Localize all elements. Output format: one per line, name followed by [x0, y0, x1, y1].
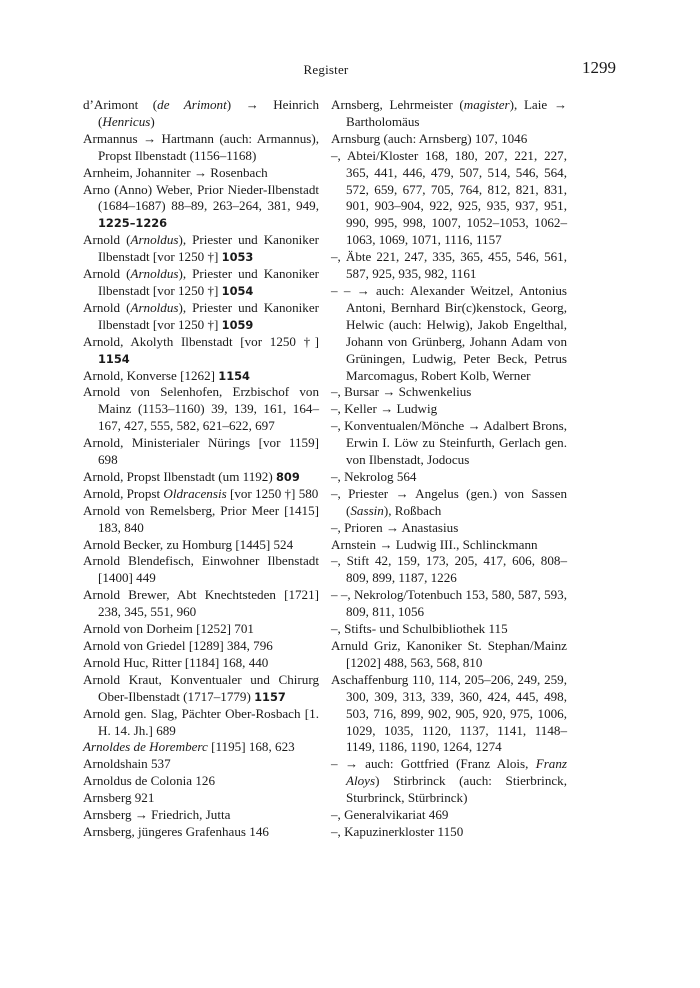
entry-text: – → auch: Gottfried (Franz Alois, — [331, 756, 536, 772]
index-entry — [331, 283, 567, 384]
entry-text: –, Prioren → Anastasius — [331, 519, 459, 535]
bold-page-ref: 1225–1226 — [98, 216, 168, 231]
entry-text: Arnold von Griedel [1289] 384, 796 — [83, 638, 273, 653]
bold-page-ref: 1157 — [254, 689, 286, 704]
bold-page-ref: 809 — [276, 469, 300, 484]
entry-text: [1195] 168, 623 — [207, 739, 295, 755]
entry-text: –, Konventualen/Mönche → Adalbert Brons, Erwin I. Löw zu Steinfurth, Gerlach gen. von Ilbenstadt, Jodocus — [331, 418, 567, 468]
index-entry — [331, 469, 567, 486]
index-entry — [83, 469, 319, 486]
entry-text: Arnold von Remelsberg, Prior Meer [1415] 183, 840 — [83, 502, 319, 535]
entry-text: ), Priester und Kanoniker Ilbenstadt [vor 1250 †] — [98, 299, 319, 332]
bold-page-ref: 1154 — [218, 368, 250, 383]
index-entry — [83, 503, 319, 537]
entry-text: Aschaffenburg 110, 114, 205–206, 249, 259, 300, 309, 313, 339, 360, 424, 445, 498, 503, 716, 899, 902, 905, 920, 975, 1006, 1029, 1035, 1120, 1137, 1141, 1148–1149, 1186, 1190, 1264, 1274 — [331, 671, 567, 755]
italic-text: magister — [463, 97, 510, 112]
entry-text: Arnold Kraut, Konventualer und Chirurg Ober-Ilbenstadt (1717–1779) — [83, 671, 319, 704]
entry-text: –, Stifts- und Schulbibliothek 115 — [331, 621, 508, 637]
entry-text: – – → auch: Alexander Weitzel, Antonius Antoni, Bernhard Bir(c)kenstock, Georg, Helwic (auch: Helwig), Jakob Engelthal, Johann von Grünberg, Johann Adam von Grüningen, Ludwig, Peter Beck, Petrus Marcomagus, Robert Kolb, Werner — [331, 282, 567, 383]
index-entry — [331, 520, 567, 537]
italic-text: Oldracensis — [163, 485, 227, 501]
index-entry — [83, 384, 319, 435]
index-entry — [331, 553, 567, 587]
index-entry — [83, 807, 319, 824]
entry-text: Arnold von Dorheim [1252] 701 — [83, 621, 254, 637]
entry-text: –, Nekrolog 564 — [331, 468, 417, 484]
entry-text: ), Priester und Kanoniker Ilbenstadt [vor 1250 †] — [98, 232, 319, 265]
page-number: 1299 — [582, 58, 616, 77]
index-entry — [83, 621, 319, 638]
index-entry — [331, 384, 567, 401]
index-entry — [83, 97, 319, 131]
entry-text: Arnuld Griz, Kanoniker St. Stephan/Mainz [1202] 488, 563, 568, 810 — [331, 638, 567, 670]
index-column-left — [83, 97, 319, 841]
entry-text: Arnold ( — [83, 266, 131, 282]
index-entry — [83, 638, 319, 655]
entry-text: –, Stift 42, 159, 173, 205, 417, 606, 808–809, 899, 1187, 1226 — [331, 553, 567, 586]
entry-text: ) → Heinrich ( — [98, 97, 319, 129]
entry-text: –, Priester → Angelus (gen.) von Sassen ( — [331, 485, 567, 518]
entry-text: Arnold, Ministerialer Nürings [vor 1159] 698 — [83, 435, 319, 468]
italic-text: Arnoldus — [130, 232, 179, 248]
index-entry — [331, 401, 567, 418]
index-entry — [331, 638, 567, 672]
index-entry — [83, 739, 319, 756]
bold-page-ref: 1059 — [221, 317, 254, 332]
entry-text: Arnold gen. Slag, Pächter Ober-Rosbach [1. H. 14. Jh.] 689 — [83, 705, 319, 738]
entry-text: Arnoldshain 537 — [83, 756, 171, 772]
entry-text: – –, Nekrolog/Totenbuch 153, 580, 587, 593, 809, 811, 1056 — [331, 587, 567, 620]
entry-text: ), Laie → Bartholomäus — [346, 97, 567, 129]
entry-text: ) Stirbrinck (auch: Stierbrinck, Sturbrinck, Stürbrinck) — [346, 773, 567, 806]
entry-text: Arnold, Konverse [1262] — [83, 367, 219, 383]
entry-text: –, Keller → Ludwig — [331, 401, 438, 417]
entry-text: ), Roßbach — [383, 502, 442, 518]
index-entry — [331, 672, 567, 757]
entry-text: –, Abtei/Kloster 168, 180, 207, 221, 227, 365, 441, 446, 479, 507, 514, 546, 564, 572, 659, 677, 705, 764, 812, 821, 831, 901, 903–904, 922, 925, 935, 937, 951, 990, 995, 998, 1007, 1052–1053, 1062–1063, 1069, 1071, 1116, 1157 — [331, 147, 567, 248]
index-entry — [83, 706, 319, 740]
index-entry — [83, 537, 319, 554]
entry-text: Arnold von Selenhofen, Erzbischof von Mainz (1153–1160) 39, 139, 161, 164–167, 427, 555, 582, 621–622, 697 — [83, 384, 319, 434]
entry-text: Arnsberg, Lehrmeister ( — [331, 97, 464, 112]
index-entry — [83, 334, 319, 368]
entry-text: Arnold, Propst — [83, 485, 164, 501]
entry-text: Arnold Brewer, Abt Knechtsteden [1721] 238, 345, 551, 960 — [83, 587, 319, 620]
index-entry — [83, 232, 319, 266]
index-entry — [83, 756, 319, 773]
index-entry — [83, 165, 319, 182]
index-entry — [83, 553, 319, 587]
index-entry — [83, 435, 319, 469]
index-entry — [83, 824, 319, 841]
entry-text: Arnold Huc, Ritter [1184] 168, 440 — [83, 654, 269, 670]
entry-text: Arnold ( — [83, 232, 131, 248]
index-column-right — [331, 97, 567, 841]
italic-text: Sassin — [350, 502, 384, 518]
index-entry — [83, 672, 319, 706]
index-entry — [331, 249, 567, 283]
entry-text: Armannus → Hartmann (auch: Armannus), Propst Ilbenstadt (1156–1168) — [83, 130, 319, 163]
index-entry — [331, 537, 567, 554]
index-entry — [83, 486, 319, 503]
index-entry — [331, 621, 567, 638]
index-entry — [83, 266, 319, 300]
entry-text: Arnold, Propst Ilbenstadt (um 1192) — [83, 468, 276, 484]
entry-text: –, Äbte 221, 247, 335, 365, 455, 546, 561, 587, 925, 935, 982, 1161 — [331, 249, 567, 282]
index-entry — [331, 418, 567, 469]
italic-text: Henricus — [102, 113, 151, 129]
entry-text: d’Arimont ( — [83, 97, 158, 112]
index-entry — [83, 182, 319, 233]
entry-text: –, Generalvikariat 469 — [331, 807, 449, 823]
index-entry — [331, 131, 567, 148]
italic-text: Arnoldus — [130, 266, 179, 282]
entry-text: Arnold Blendefisch, Einwohner Ilbenstadt [1400] 449 — [83, 553, 319, 586]
entry-text: Arno (Anno) Weber, Prior Nieder-Ilbenstadt (1684–1687) 88–89, 263–264, 381, 949, — [83, 181, 319, 214]
index-entry — [331, 587, 567, 621]
entry-text: Arnstein → Ludwig III., Schlinckmann — [331, 536, 538, 552]
entry-text: Arnsberg, jüngeres Grafenhaus 146 — [83, 823, 269, 839]
index-entry — [83, 131, 319, 165]
index-entry — [331, 756, 567, 807]
entry-text: [vor 1250 †] 580 — [226, 485, 319, 501]
italic-text: Arnoldes de Horemberc — [83, 739, 208, 755]
italic-text: de Arimont — [157, 97, 227, 112]
entry-text: –, Bursar → Schwenkelius — [331, 384, 472, 400]
index-entry — [83, 587, 319, 621]
index-entry — [331, 148, 567, 249]
entry-text: Arnsberg 921 — [83, 790, 155, 806]
index-entry — [83, 300, 319, 334]
bold-page-ref: 1054 — [221, 283, 254, 298]
italic-text: Arnoldus — [130, 299, 179, 315]
entry-text: Arnold, Akolyth Ilbenstadt [vor 1250 †] — [83, 333, 319, 349]
bold-page-ref: 1154 — [98, 351, 130, 366]
entry-text: ) — [150, 113, 155, 129]
index-entry — [83, 790, 319, 807]
index-entry — [331, 486, 567, 520]
entry-text: –, Kapuzinerkloster 1150 — [331, 823, 464, 839]
entry-text: Arnold ( — [83, 299, 131, 315]
entry-text: Arnheim, Johanniter → Rosenbach — [83, 164, 268, 180]
running-header-title: Register — [303, 62, 349, 77]
index-entry — [83, 368, 319, 385]
bold-page-ref: 1053 — [221, 250, 254, 265]
entry-text: Arnsburg (auch: Arnsberg) 107, 1046 — [331, 130, 528, 146]
index-entry — [331, 807, 567, 824]
entry-text: Arnsberg → Friedrich, Jutta — [83, 807, 231, 823]
index-entry — [83, 655, 319, 672]
entry-text: Arnoldus de Colonia 126 — [83, 773, 216, 789]
index-entry — [331, 97, 567, 131]
entry-text: ), Priester und Kanoniker Ilbenstadt [vor 1250 †] — [98, 266, 319, 298]
index-entry — [83, 773, 319, 790]
entry-text: Arnold Becker, zu Homburg [1445] 524 — [83, 536, 294, 552]
italic-text: Franz Aloys — [346, 756, 567, 789]
index-entry — [331, 824, 567, 841]
